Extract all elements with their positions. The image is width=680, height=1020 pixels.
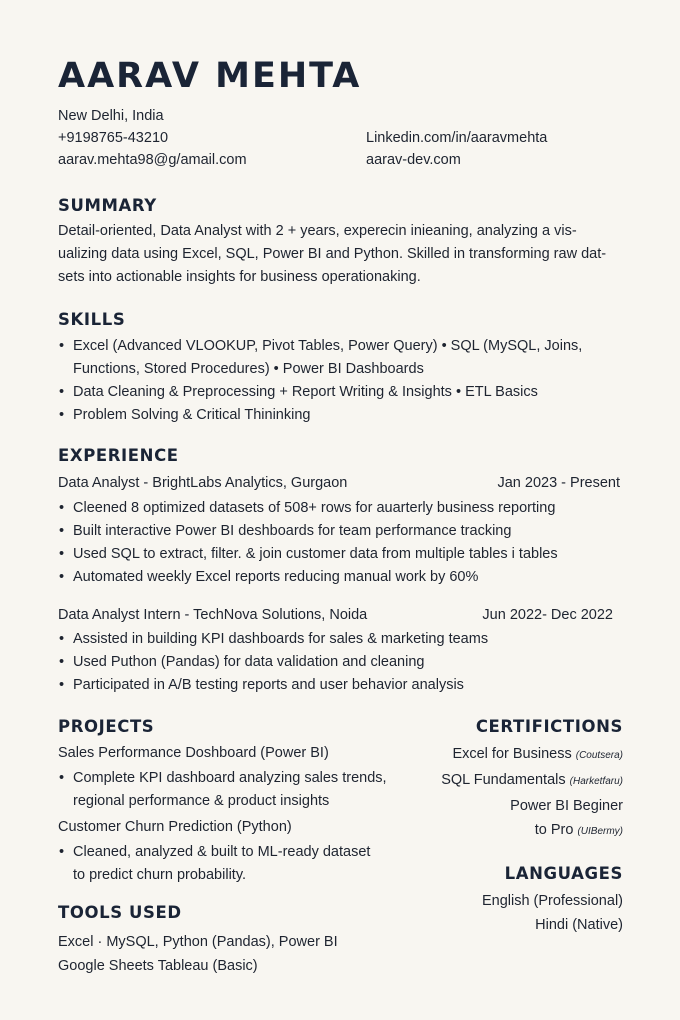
languages-list: [403, 889, 623, 937]
summary-heading: SUMMARY: [58, 196, 157, 215]
job-bullet: • Assisted in building KPI dashboards for sales & marketing teams: [58, 628, 488, 651]
certification-provider: (UIBermy): [577, 826, 623, 837]
project-title: Customer Churn Prediction (Python): [58, 819, 292, 835]
website-link[interactable]: aarav-dev.com: [366, 152, 461, 168]
phone-text: +9198765-43210: [58, 130, 169, 146]
tools-line: Excel · MySQL, Python (Pandas), Power BI: [58, 934, 338, 950]
skills-list: [58, 335, 582, 427]
location-text: New Delhi, India: [58, 108, 164, 124]
skill-line: • Problem Solving & Critical Thininking: [73, 407, 311, 423]
email-link[interactable]: aarav.mehta98@g/amail.com: [58, 152, 247, 168]
certification-item: [363, 794, 623, 818]
project-bullet-line: to predict churn probability.: [73, 867, 247, 883]
linkedin-link[interactable]: Linkedin.com/in/aaravmehta: [366, 130, 548, 146]
candidate-name: AARAV MEHTA: [58, 56, 362, 96]
project-bullet: [58, 767, 387, 813]
job-bullets: [58, 497, 558, 589]
skill-item: [58, 404, 582, 427]
job-dates: Jun 2022- Dec 2022: [482, 607, 613, 623]
project-bullet: [58, 841, 370, 887]
certification-item: [363, 742, 623, 768]
summary-line: ualizing data using Excel, SQL, Power BI and Python. Skilled in transforming raw dat-: [58, 246, 607, 262]
certification-name: SQL Fundamentals: [441, 772, 566, 788]
skill-item: [58, 335, 582, 381]
job-title: Data Analyst - BrightLabs Analytics, Gurgaon: [58, 475, 348, 491]
job-bullet: • Cleened 8 optimized datasets of 508+ rows for auarterly business reporting: [58, 497, 558, 520]
experience-heading: EXPERIENCE: [58, 446, 179, 465]
certification-provider: (Coutsera): [575, 750, 623, 761]
skill-item: [58, 381, 582, 404]
project-bullet-line: regional performance & product insights: [73, 793, 330, 809]
project-bullet-line: • Complete KPI dashboard analyzing sales trends,: [73, 770, 387, 786]
project-bullets: [58, 841, 370, 887]
project-bullets: [58, 767, 387, 813]
certification-item: [363, 818, 623, 844]
project-bullet-line: • Cleaned, analyzed & built to ML-ready dataset: [73, 844, 371, 860]
certification-name: to Pro: [534, 822, 574, 838]
project-title: Sales Performance Doshboard (Power BI): [58, 745, 329, 761]
job-dates: Jan 2023 - Present: [497, 475, 620, 491]
languages-heading: LANGUAGES: [504, 864, 623, 883]
summary-line: sets into actionable insights for business operationaking.: [58, 269, 421, 285]
language-item: Hindi (Native): [535, 917, 623, 933]
skill-line: • Data Cleaning & Preprocessing + Report Writing & Insights • ETL Basics: [73, 384, 538, 400]
certification-item: [363, 768, 623, 794]
certification-name: Excel for Business: [452, 746, 572, 762]
skill-line: • Excel (Advanced VLOOKUP, Pivot Tables, Power Query) • SQL (MySQL, Joins,: [73, 338, 583, 354]
certifications-heading: CERTIFICTIONS: [475, 717, 623, 736]
skill-line: Functions, Stored Procedures) • Power BI Dashboards: [73, 361, 424, 377]
tools-list: [58, 930, 338, 978]
projects-heading: PROJECTS: [58, 717, 155, 736]
certifications-list: [363, 742, 623, 844]
tools-line: Google Sheets Tableau (Basic): [58, 958, 258, 974]
job-bullet: • Built interactive Power BI deshboards for team performance tracking: [58, 520, 558, 543]
summary-line: Detail-oriented, Data Analyst with 2 + years, experecin inieaning, analyzing a vis-: [58, 223, 577, 239]
certification-provider: (Harketfaru): [569, 776, 623, 787]
job-bullet: • Automated weekly Excel reports reducing manual work by 60%: [58, 566, 558, 589]
tools-heading: TOOLS USED: [58, 903, 182, 922]
certification-name: Power BI Beginer: [510, 798, 623, 814]
skills-heading: SKILLS: [58, 310, 126, 329]
language-item: English (Professional): [481, 893, 623, 909]
job-bullet: • Participated in A/B testing reports and user behavior analysis: [58, 674, 488, 697]
job-bullets: [58, 628, 488, 697]
job-title: Data Analyst Intern - TechNova Solutions, Noida: [58, 607, 368, 623]
summary-paragraph: [58, 220, 624, 289]
job-bullet: • Used Puthon (Pandas) for data validation and cleaning: [58, 651, 488, 674]
job-bullet: • Used SQL to extract, filter. & join customer data from multiple tables i tables: [58, 543, 558, 566]
